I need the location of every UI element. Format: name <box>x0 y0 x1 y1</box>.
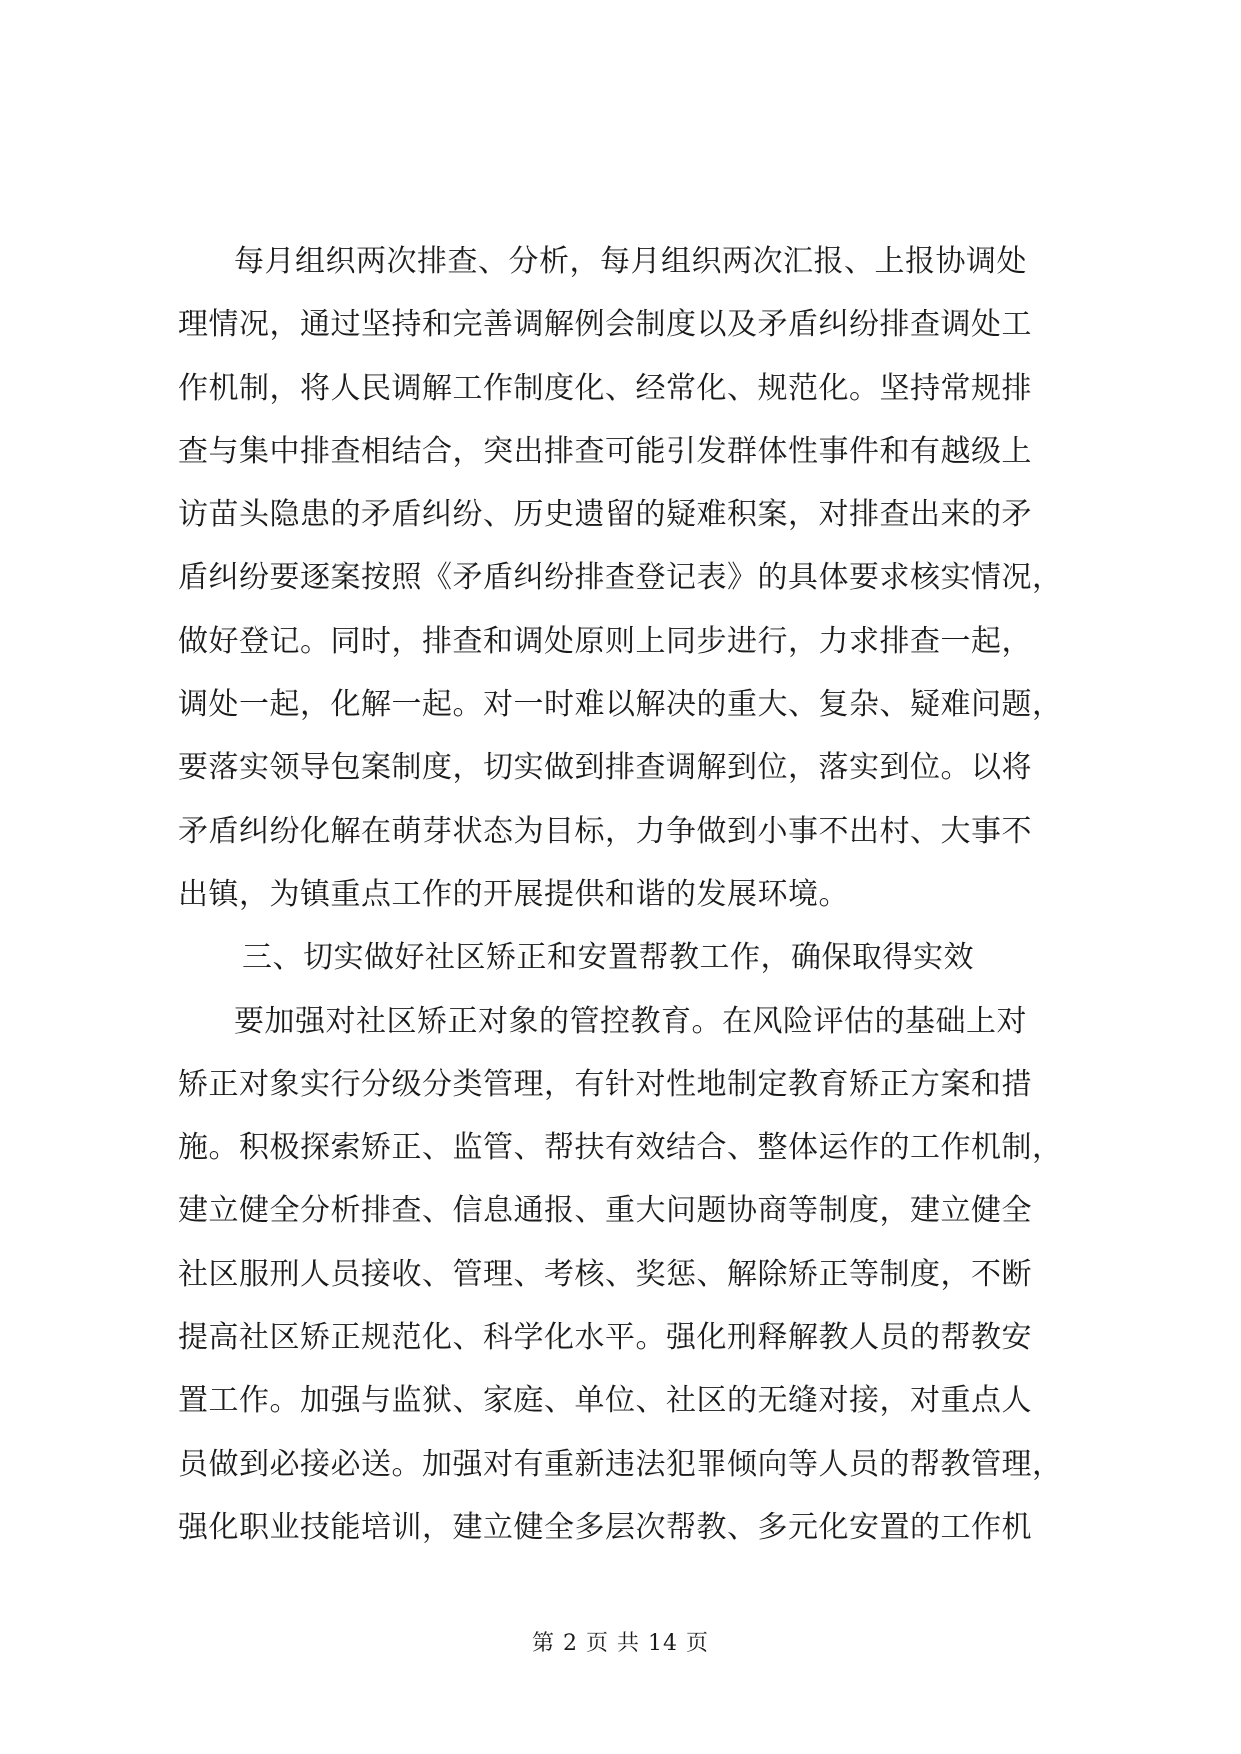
paragraph-line: 提高社区矫正规范化、科学化水平。强化刑释解教人员的帮教安 <box>178 1320 1032 1356</box>
paragraph-line: 出镇，为镇重点工作的开展提供和谐的发展环境。 <box>178 876 849 912</box>
paragraph-line: 做好登记。同时，排查和调处原则上同步进行，力求排查一起， <box>178 623 1032 659</box>
paragraph-line: 访苗头隐患的矛盾纠纷、历史遗留的疑难积案，对排查出来的矛 <box>178 497 1032 533</box>
paragraph-line: 盾纠纷要逐案按照《矛盾纠纷排查登记表》的具体要求核实情况， <box>178 560 1063 596</box>
paragraph-line: 置工作。加强与监狱、家庭、单位、社区的无缝对接，对重点人 <box>178 1383 1032 1419</box>
paragraph-line: 强化职业技能培训，建立健全多层次帮教、多元化安置的工作机 <box>178 1509 1032 1545</box>
paragraph-line: 作机制，将人民调解工作制度化、经常化、规范化。坚持常规排 <box>178 370 1032 406</box>
paragraph-line: 要落实领导包案制度，切实做到排查调解到位，落实到位。以将 <box>178 750 1032 786</box>
paragraph-line: 要加强对社区矫正对象的管控教育。在风险评估的基础上对 <box>234 1003 1027 1039</box>
paragraph-line: 员做到必接必送。加强对有重新违法犯罪倾向等人员的帮教管理， <box>178 1446 1063 1482</box>
paragraph-line: 调处一起，化解一起。对一时难以解决的重大、复杂、疑难问题， <box>178 687 1063 723</box>
paragraph-line: 矛盾纠纷化解在萌芽状态为目标，力争做到小事不出村、大事不 <box>178 813 1032 849</box>
paragraph-line: 查与集中排查相结合，突出排查可能引发群体性事件和有越级上 <box>178 433 1032 469</box>
page-number-footer: 第 2 页 共 14 页 <box>532 1631 709 1656</box>
paragraph-line: 建立健全分析排查、信息通报、重大问题协商等制度，建立健全 <box>178 1193 1032 1229</box>
body-text <box>178 230 1118 1559</box>
paragraph-line: 施。积极探索矫正、监管、帮扶有效结合、整体运作的工作机制， <box>178 1130 1063 1166</box>
section-heading: 三、切实做好社区矫正和安置帮教工作，确保取得实效 <box>242 940 974 976</box>
paragraph-line: 社区服刑人员接收、管理、考核、奖惩、解除矫正等制度，不断 <box>178 1256 1032 1292</box>
paragraph-line: 理情况，通过坚持和完善调解例会制度以及矛盾纠纷排查调处工 <box>178 307 1032 343</box>
paragraph-line: 每月组织两次排查、分析，每月组织两次汇报、上报协调处 <box>234 244 1027 279</box>
paragraph-line: 矫正对象实行分级分类管理，有针对性地制定教育矫正方案和措 <box>178 1066 1032 1102</box>
